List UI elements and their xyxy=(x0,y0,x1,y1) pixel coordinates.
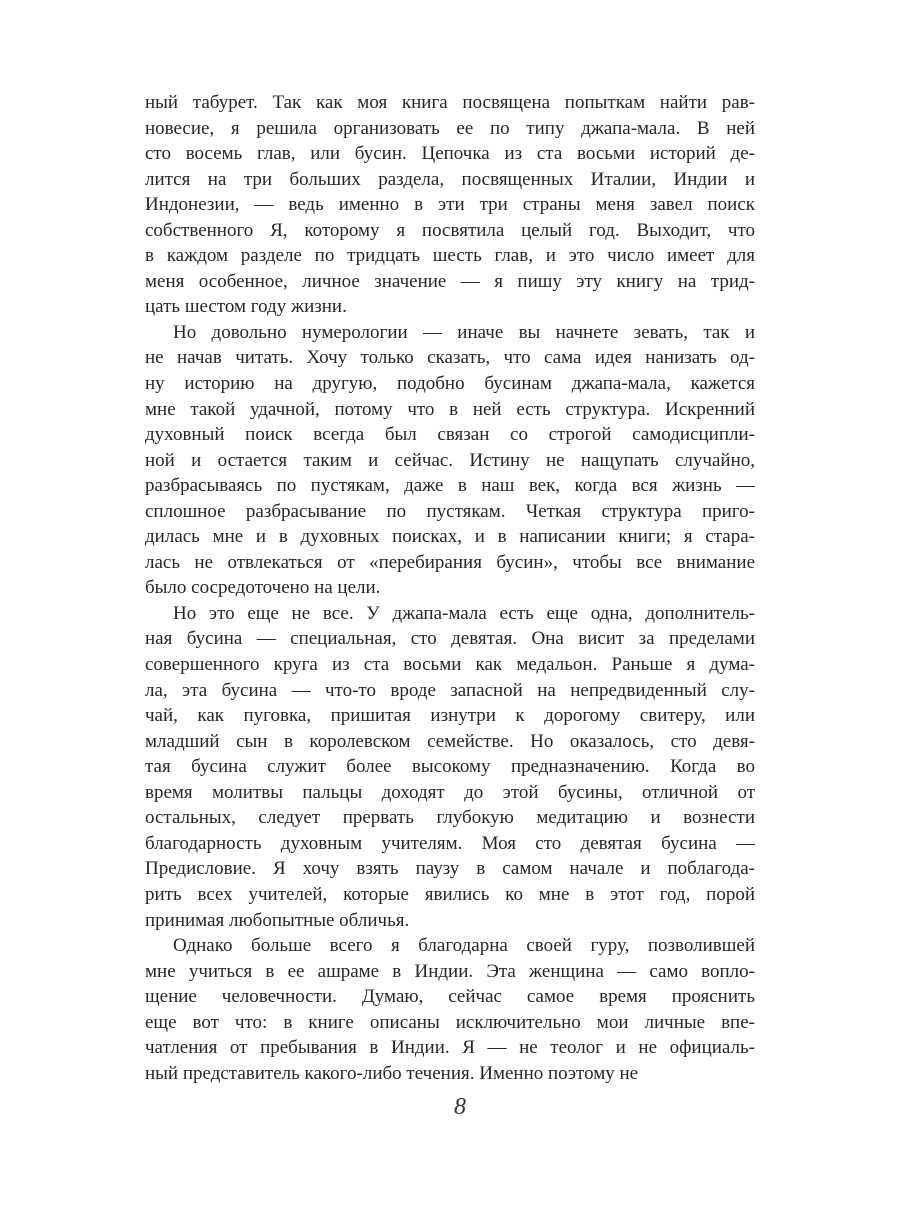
text-line: Но довольно нумерологии — иначе вы начнете зевать, так и xyxy=(173,321,755,343)
text-line: младший сын в королевском семействе. Но оказалось, сто девя- xyxy=(145,730,755,752)
text-line: ный представитель какого-либо течения. Именно поэтому не xyxy=(145,1062,639,1084)
text-line: мне учиться в ее ашраме в Индии. Эта женщина — само вопло- xyxy=(145,960,755,982)
text-line: в каждом разделе по тридцать шесть глав, и это число имеет для xyxy=(145,245,755,267)
paragraph xyxy=(145,90,755,320)
text-line: Индонезии, — ведь именно в эти три страны меня завел поиск xyxy=(145,194,755,216)
text-line: сплошное разбрасывание по пустякам. Четкая структура приго- xyxy=(145,500,755,522)
paragraph xyxy=(145,933,755,1086)
text-line: ну историю на другую, подобно бусинам джапа-мала, кажется xyxy=(145,373,755,395)
body-text xyxy=(145,90,755,1086)
text-line: время молитвы пальцы доходят до этой бусины, отличной от xyxy=(145,781,755,803)
text-line: принимая любопытные обличья. xyxy=(145,909,410,931)
text-line: лась не отвлекаться от «перебирания бусин», чтобы все внимание xyxy=(145,551,755,573)
text-line: не начав читать. Хочу только сказать, что сама идея нанизать од- xyxy=(145,347,755,369)
text-line: еще вот что: в книге описаны исключительно мои личные впе- xyxy=(145,1011,755,1033)
text-line: чатления от пребывания в Индии. Я — не теолог и не официаль- xyxy=(145,1037,755,1059)
text-line: разбрасываясь по пустякам, даже в наш век, когда вся жизнь — xyxy=(145,475,755,497)
text-line: благодарность духовным учителям. Моя сто девятая бусина — xyxy=(145,832,755,854)
text-line: цать шестом году жизни. xyxy=(145,296,347,318)
text-line: ла, эта бусина — что-то вроде запасной на непредвиденный слу- xyxy=(145,679,755,701)
text-line: Однако больше всего я благодарна своей гуру, позволившей xyxy=(173,935,755,957)
page-number: 8 xyxy=(454,1094,466,1120)
text-line: было сосредоточено на цели. xyxy=(145,577,381,599)
text-line: тая бусина служит более высокому предназначению. Когда во xyxy=(145,756,755,778)
paragraph xyxy=(145,601,755,933)
text-line: ной и остается таким и сейчас. Истину не нащупать случайно, xyxy=(145,449,755,471)
text-line: духовный поиск всегда был связан со строгой самодисципли- xyxy=(145,424,755,446)
text-line: ная бусина — специальная, сто девятая. Она висит за пределами xyxy=(145,628,755,650)
text-line: Предисловие. Я хочу взять паузу в самом начале и поблагода- xyxy=(145,858,755,880)
text-line: Но это еще не все. У джапа-мала есть еще одна, дополнитель- xyxy=(173,602,755,624)
paragraph xyxy=(145,320,755,601)
text-line: ный табурет. Так как моя книга посвящена попыткам найти рав- xyxy=(145,92,755,113)
text-line: остальных, следует прервать глубокую медитацию и вознести xyxy=(145,807,755,829)
text-line: щение человечности. Думаю, сейчас самое время прояснить xyxy=(145,986,755,1008)
text-line: сто восемь глав, или бусин. Цепочка из ста восьми историй де- xyxy=(145,143,755,165)
text-line: дилась мне и в духовных поисках, и в написании книги; я стара- xyxy=(145,526,755,548)
text-line: мне такой удачной, потому что в ней есть структура. Искренний xyxy=(145,398,755,420)
text-line: собственного Я, которому я посвятила целый год. Выходит, что xyxy=(145,219,755,241)
text-line: лится на три больших раздела, посвященных Италии, Индии и xyxy=(145,168,755,190)
text-line: новесие, я решила организовать ее по типу джапа-мала. В ней xyxy=(145,117,755,139)
text-line: меня особенное, личное значение — я пишу эту книгу на трид- xyxy=(145,270,755,292)
text-line: совершенного круга из ста восьми как медальон. Раньше я дума- xyxy=(145,654,755,676)
text-line: рить всех учителей, которые явились ко мне в этот год, порой xyxy=(145,883,755,905)
text-line: чай, как пуговка, пришитая изнутри к дорогому свитеру, или xyxy=(145,705,755,727)
